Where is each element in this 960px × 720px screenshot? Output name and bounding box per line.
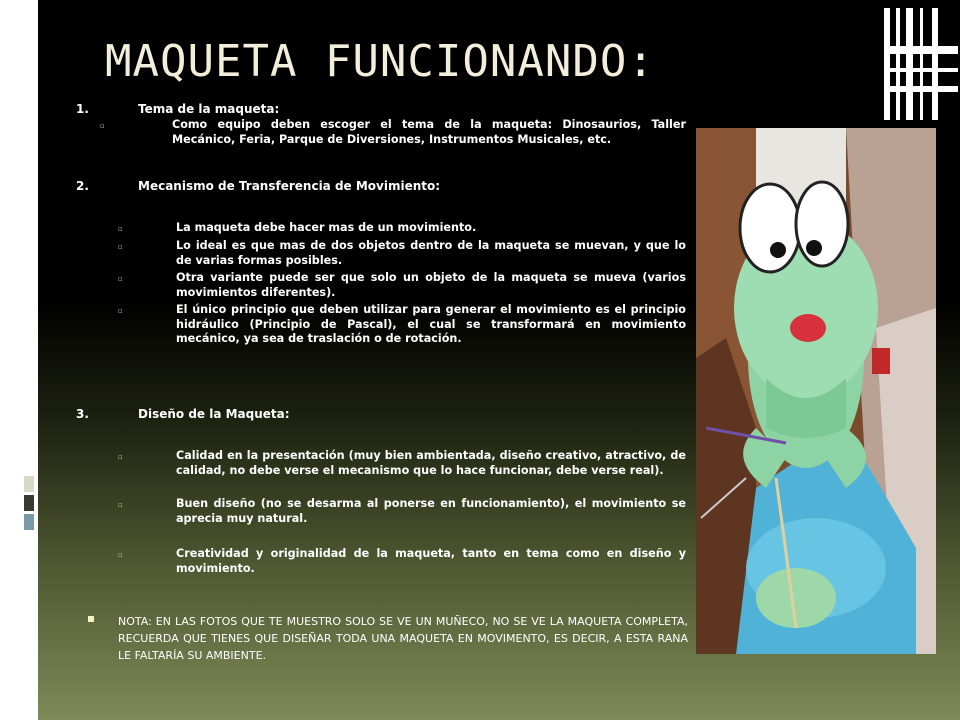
list-item-text: El único principio que deben utilizar para generar el movimiento es el principio hidráulico (Principio de Pascal), el cual se transformará en movimiento mecánico, ya sea de traslación o de rotación. <box>176 303 686 345</box>
decorative-grid-ornament <box>884 8 958 120</box>
list-item <box>118 271 686 300</box>
list-item <box>118 303 686 347</box>
section-2-heading <box>76 179 440 193</box>
bullet-icon: ▫ <box>118 307 123 315</box>
list-item-text: Calidad en la presentación (muy bien ambientada, diseño creativo, atractivo, de calidad, no debe verse el mecanismo que lo hace funcionar, debe verse real). <box>176 449 686 477</box>
bullet-icon: ▫ <box>118 453 123 461</box>
bullet-icon: ▫ <box>118 225 123 233</box>
list-item-text: Buen diseño (no se desarma al ponerse en funcionamiento), el movimiento se aprecia muy natural. <box>176 497 686 525</box>
bullet-icon: ▫ <box>118 551 123 559</box>
list-item <box>100 118 686 147</box>
section-title: Mecanismo de Transferencia de Movimiento: <box>138 179 441 193</box>
note-paragraph <box>88 613 688 664</box>
bullet-icon: ▫ <box>118 501 123 509</box>
list-item-text: Lo ideal es que mas de dos objetos dentro de la maqueta se muevan, y que lo de varias formas posibles. <box>176 239 686 267</box>
list-item-text: La maqueta debe hacer mas de un movimiento. <box>176 221 477 234</box>
section-number: 2. <box>76 179 89 193</box>
section-3-heading <box>76 407 290 421</box>
left-accent-bar <box>0 0 38 720</box>
list-item <box>118 547 686 576</box>
square-bullet-icon <box>88 616 94 622</box>
list-item <box>118 239 686 268</box>
section-1-heading <box>76 102 279 116</box>
list-item <box>118 497 686 526</box>
bullet-icon: ▫ <box>100 122 105 130</box>
slide-thumbnail-markers <box>24 476 38 533</box>
list-item <box>118 221 686 236</box>
list-item <box>118 449 686 478</box>
list-item-text: Creatividad y originalidad de la maqueta, tanto en tema como en diseño y movimiento. <box>176 547 686 575</box>
note-text: NOTA: EN LAS FOTOS QUE TE MUESTRO SOLO SE VE UN MUÑECO, NO SE VE LA MAQUETA COMPLETA, RECUERDA QUE TIENES QUE DISEÑAR TODA UNA MAQUETA EN MOVIMENTO, ES DECIR, A ESTA RANA LE FALTARÍA SU AMBIENTE. <box>118 615 688 662</box>
section-number: 3. <box>76 407 89 421</box>
list-item-text: Otra variante puede ser que solo un objeto de la maqueta se mueva (varios movimientos diferentes). <box>176 271 686 299</box>
bullet-icon: ▫ <box>118 243 123 251</box>
section-title: Tema de la maqueta: <box>138 102 280 116</box>
frog-puppet-photo <box>696 128 936 654</box>
list-item-text: Como equipo deben escoger el tema de la maqueta: Dinosaurios, Taller Mecánico, Feria, Parque de Diversiones, Instrumentos Musicales, etc. <box>172 118 686 146</box>
bullet-icon: ▫ <box>118 275 123 283</box>
section-title: Diseño de la Maqueta: <box>138 407 290 421</box>
section-number: 1. <box>76 102 89 116</box>
slide-title: MAQUETA FUNCIONANDO: <box>105 36 655 87</box>
